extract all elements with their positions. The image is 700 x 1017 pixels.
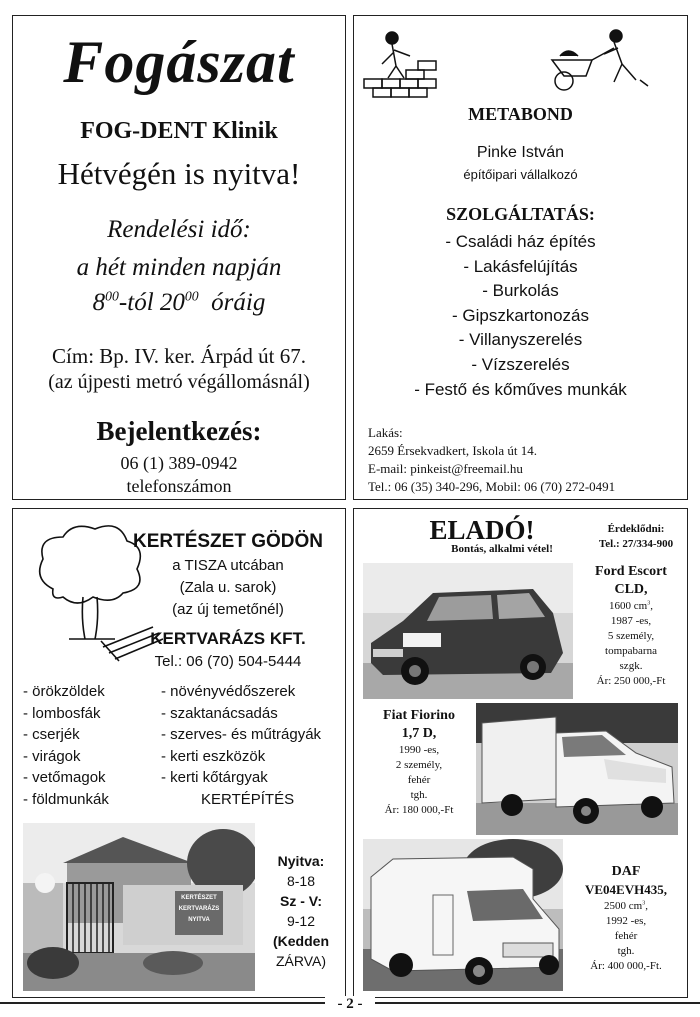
wheelbarrow-illustration xyxy=(542,26,652,96)
garden-title: KERTÉSZET GÖDÖN xyxy=(132,531,323,552)
sale-title: ELADÓ! xyxy=(429,515,535,545)
services-list xyxy=(354,230,687,402)
metabond-email: E-mail: pinkeist@freemail.hu xyxy=(368,461,523,476)
garden-location-2: (Zala u. sarok) xyxy=(179,579,277,596)
bricklayer-illustration xyxy=(362,24,442,104)
product-item: - virágok xyxy=(23,747,81,765)
service-item: - szaktanácsadás xyxy=(161,704,278,722)
service-item-landscaping: KERTÉPÍTÉS xyxy=(201,790,295,808)
contact-phone: Tel.: 27/334-900 xyxy=(598,538,674,550)
photo-sign xyxy=(177,893,221,926)
car-model: 1,7 D, xyxy=(401,726,437,741)
car-type: tgh. xyxy=(410,789,428,801)
product-item: - vetőmagok xyxy=(23,769,106,786)
garden-company: KERTVARÁZS KFT. xyxy=(150,629,306,648)
car-sale-ad xyxy=(353,508,688,998)
sale-subtitle: Bontás, alkalmi vétel! xyxy=(451,543,553,555)
metabond-role: építőipari vállalkozó xyxy=(463,167,578,182)
car-name: DAF xyxy=(611,864,641,879)
garden-ad xyxy=(12,508,346,998)
services-title: SZOLGÁLTATÁS: xyxy=(446,204,595,224)
car-type: szgk. xyxy=(619,660,643,672)
page-number: - 2 - xyxy=(325,996,375,1013)
car-year: 1987 -es, xyxy=(610,615,652,627)
dental-phone-note: telefonszámon xyxy=(126,476,232,496)
hours-end: óráig xyxy=(211,289,266,316)
car-seats: 5 személy, xyxy=(607,630,655,642)
daf-van-info xyxy=(566,863,686,974)
product-item: - örökzöldek xyxy=(23,683,105,700)
open-weekend-hours: 9-12 xyxy=(286,913,316,929)
product-item: - cserjék xyxy=(23,726,80,743)
photo-sign-line: KERTVARÁZS xyxy=(178,906,220,912)
closed-day: (Kedden xyxy=(273,933,329,949)
service-item: - kerti eszközök xyxy=(161,747,266,765)
car-engine-end: , xyxy=(650,600,653,612)
hours-days: a hét minden napján xyxy=(76,254,282,281)
open-weekdays: 8-18 xyxy=(286,873,316,889)
service-item: - Villanyszerelés xyxy=(458,330,583,350)
car-engine-value: 2500 cm xyxy=(604,900,643,912)
car-color: fehér xyxy=(614,930,638,942)
hours-to-minutes: 00 xyxy=(184,288,199,304)
car-price: Ár: 250 000,-Ft xyxy=(596,675,666,687)
hours-time xyxy=(13,289,345,317)
service-item: - Lakásfelújítás xyxy=(463,256,578,276)
car-name: Fiat Fiorino xyxy=(383,708,455,723)
car-engine-unit-exp: 3 xyxy=(642,900,646,907)
service-item: - kerti kőtárgyak xyxy=(161,769,268,786)
service-item: - Festő és kőműves munkák xyxy=(414,379,627,399)
garden-location-1: a TISZA utcában xyxy=(172,557,284,574)
booking-title: Bejelentkezés: xyxy=(96,416,262,446)
service-item: - Gipszkartonozás xyxy=(452,305,589,325)
car-year: 1992 -es, xyxy=(605,915,647,927)
metabond-contact xyxy=(368,424,615,496)
ford-escort-info xyxy=(576,563,686,689)
garden-opening-hours xyxy=(261,851,341,971)
ford-escort-photo xyxy=(363,563,573,699)
residence-label: Lakás: xyxy=(368,425,403,440)
car-price: Ár: 400 000,-Ft. xyxy=(590,960,662,972)
car-engine xyxy=(576,599,686,614)
dental-address-note: (az újpesti metró végállomásnál) xyxy=(48,371,310,393)
weekend-open: Hétvégén is nyitva! xyxy=(57,156,301,191)
daf-van-photo xyxy=(363,839,563,991)
dental-phone: 06 (1) 389-0942 xyxy=(120,453,238,473)
product-item: - földmunkák xyxy=(23,790,109,808)
photo-sign-line: NYITVA xyxy=(188,917,210,923)
service-item: - növényvédőszerek xyxy=(161,683,296,700)
hours-mid: -tól 20 xyxy=(118,289,185,316)
car-color: tompabarna xyxy=(605,645,657,657)
car-engine xyxy=(566,899,686,914)
car-color: fehér xyxy=(407,774,431,786)
car-engine-unit-exp: 3 xyxy=(647,600,651,607)
contact-label: Érdeklődni: xyxy=(607,523,665,535)
dental-address: Cím: Bp. IV. ker. Árpád út 67. xyxy=(52,344,306,368)
product-item: - lombosfák xyxy=(23,704,101,722)
car-model: VE04EVH435, xyxy=(585,882,667,897)
metabond-owner: Pinke István xyxy=(476,144,565,161)
photo-sign-line: KERTÉSZET xyxy=(181,895,217,901)
clinic-name: FOG-DENT Klinik xyxy=(80,118,278,144)
dental-ad xyxy=(12,15,346,500)
metabond-address: 2659 Érsekvadkert, Iskola út 14. xyxy=(368,443,537,458)
service-item: - Családi ház építés xyxy=(445,232,596,251)
open-title: Nyitva: xyxy=(277,853,325,869)
fiat-fiorino-info xyxy=(364,707,474,818)
metabond-name: METABOND xyxy=(468,104,573,124)
car-price: Ár: 180 000,-Ft xyxy=(384,804,454,816)
garden-phone: Tel.: 06 (70) 504-5444 xyxy=(154,653,302,670)
car-seats: 2 személy, xyxy=(395,759,443,771)
car-engine-value: 1600 cm xyxy=(609,600,648,612)
hours-title: Rendelési idő: xyxy=(107,216,251,243)
hours-from-minutes: 00 xyxy=(105,288,119,304)
dental-logo: Fogászat xyxy=(63,29,295,95)
metabond-ad xyxy=(353,15,688,500)
car-model: CLD, xyxy=(614,582,648,597)
garden-photo xyxy=(23,823,255,991)
metabond-phones: Tel.: 06 (35) 340-296, Mobil: 06 (70) 272-0491 xyxy=(368,479,616,494)
open-weekend-label: Sz - V: xyxy=(279,893,322,909)
garden-services-list xyxy=(161,681,321,810)
service-item: - Vízszerelés xyxy=(471,354,570,374)
service-item: - Burkolás xyxy=(482,281,559,301)
car-name: Ford Escort xyxy=(595,564,667,579)
fiat-fiorino-photo xyxy=(476,703,678,835)
car-type: tgh. xyxy=(617,945,635,957)
sale-contact xyxy=(586,522,686,552)
garden-products-list xyxy=(23,681,109,810)
hours-from: 8 xyxy=(92,289,106,316)
garden-location-3: (az új temetőnél) xyxy=(172,601,284,618)
car-engine-end: , xyxy=(645,900,648,912)
service-item: - szerves- és műtrágyák xyxy=(161,726,322,743)
car-year: 1990 -es, xyxy=(398,744,440,756)
closed-note: ZÁRVA) xyxy=(275,953,327,969)
